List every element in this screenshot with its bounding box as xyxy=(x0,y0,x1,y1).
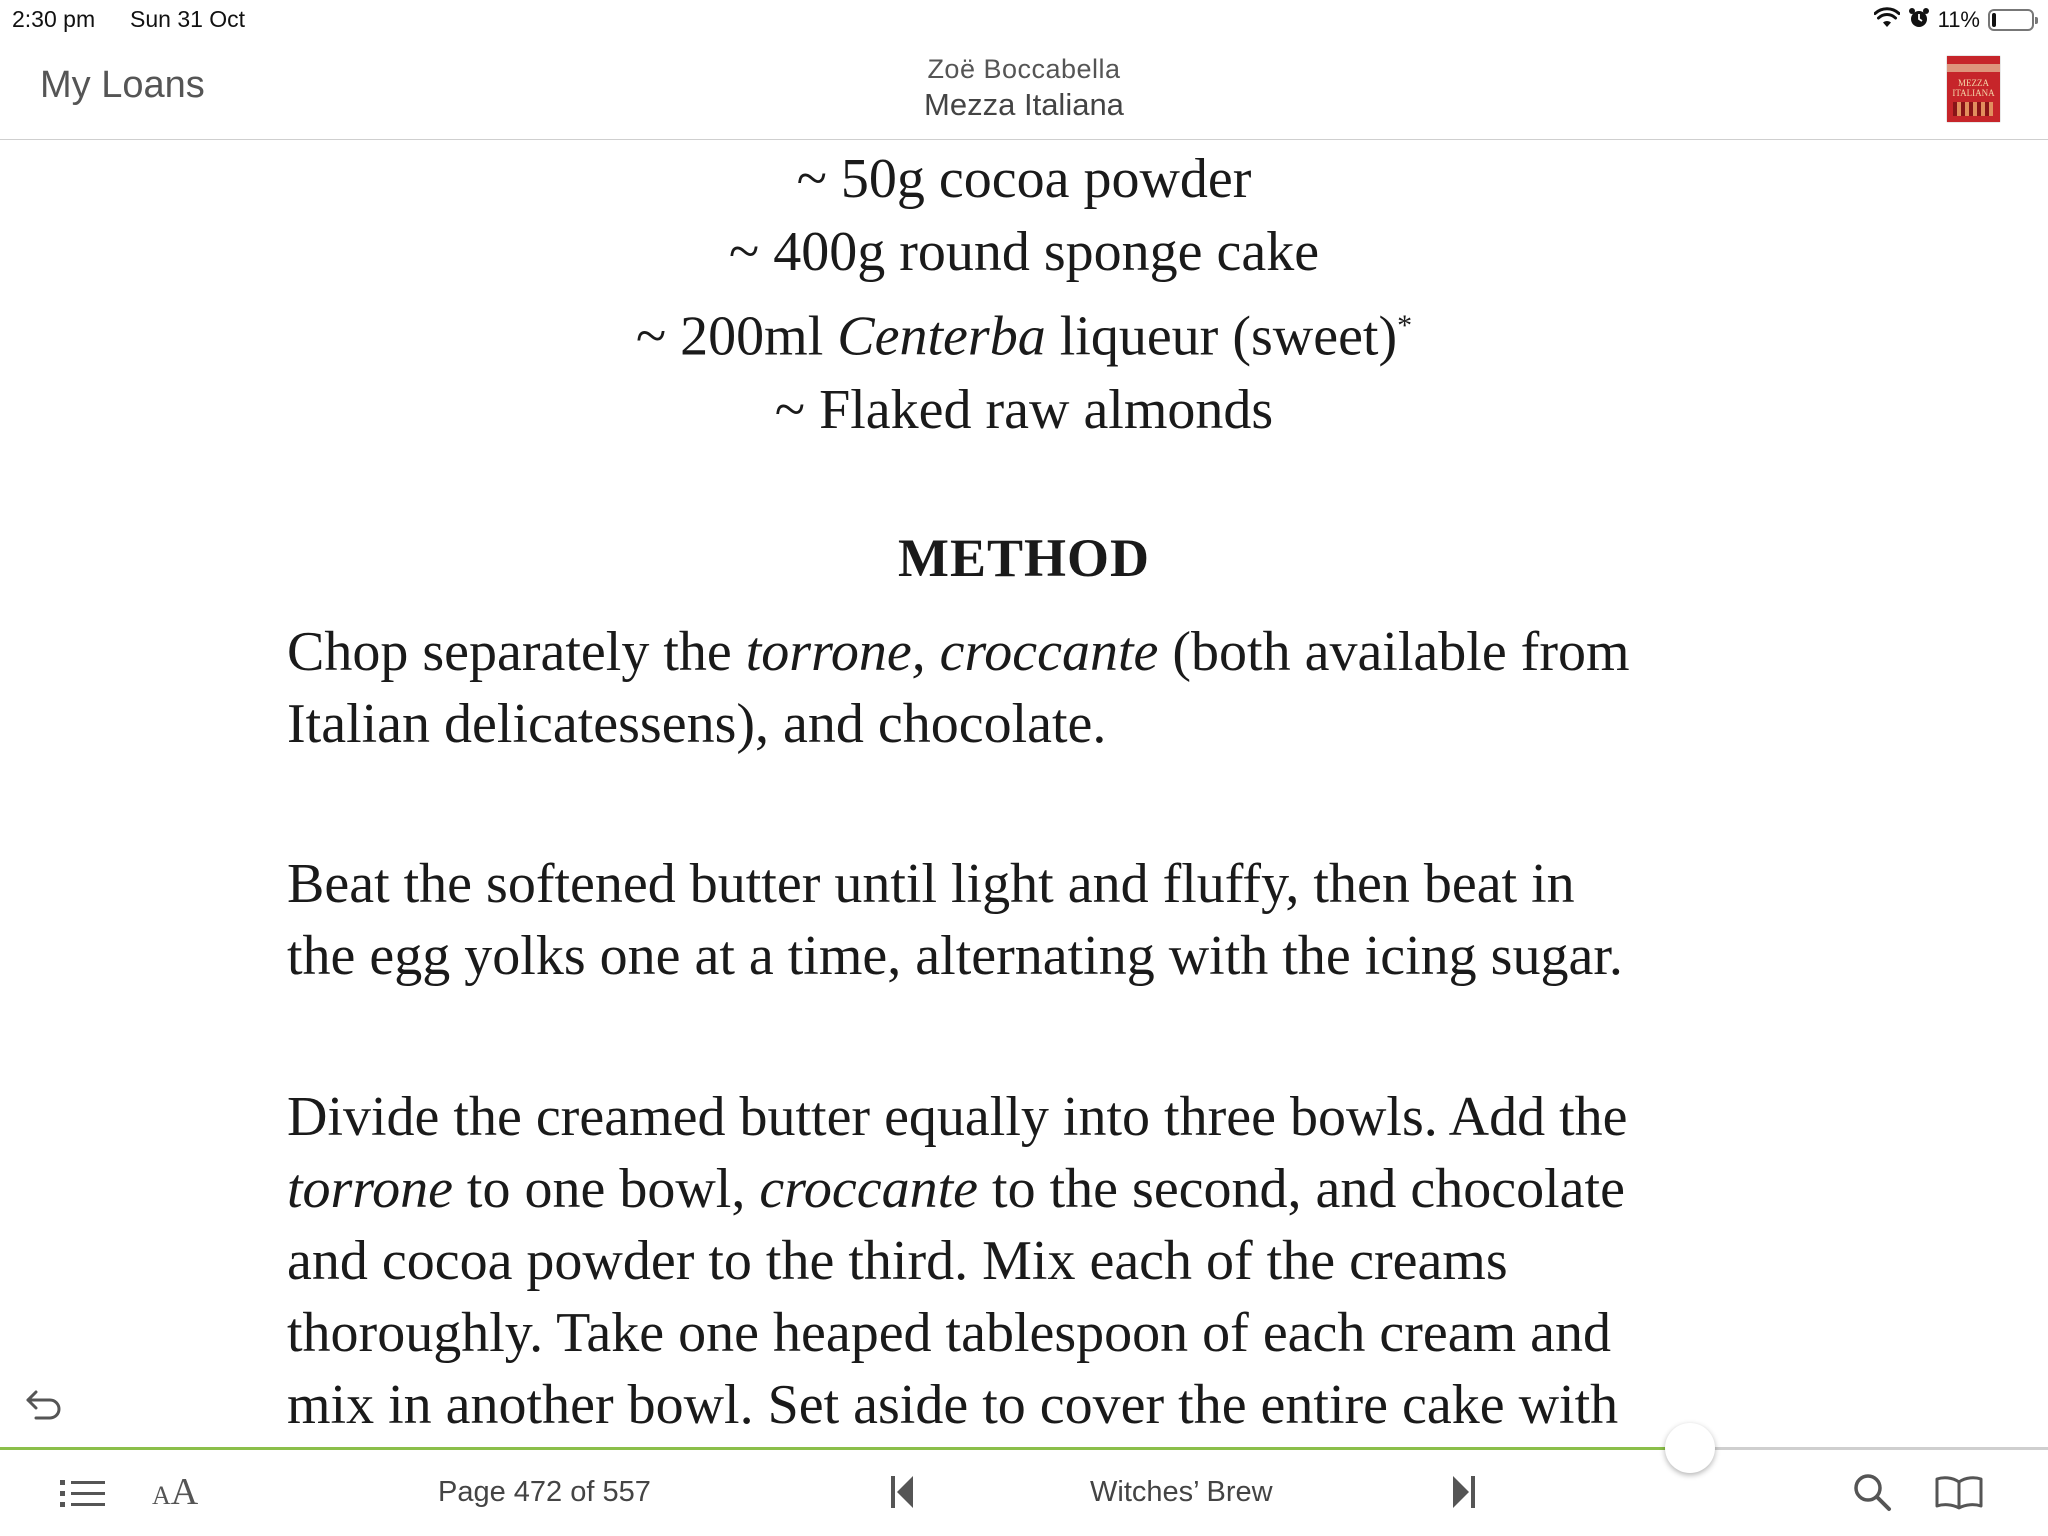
status-right xyxy=(1874,6,2034,34)
italic-run: croccante xyxy=(759,1158,979,1220)
page-indicator: Page 472 of 557 xyxy=(438,1476,651,1508)
paragraph-line: and cocoa powder to the third. Mix each of the creams xyxy=(287,1230,1508,1292)
battery-level xyxy=(1992,13,1996,27)
paragraph-line: Divide the creamed butter equally into three bowls. Add the xyxy=(287,1086,1628,1148)
font-button-big: A xyxy=(170,1471,199,1513)
font-button-small: A xyxy=(152,1481,171,1510)
book-author: Zoë Boccabella xyxy=(927,54,1121,84)
status-bar xyxy=(0,0,2048,40)
book-meta xyxy=(0,54,2048,123)
ingredient-text: ~ 200ml xyxy=(635,305,838,368)
ingredient-item: ~ 400g round sponge cake xyxy=(728,221,1320,283)
ingredient-item: ~ 50g cocoa powder xyxy=(796,148,1252,210)
text-run: (both available from xyxy=(1158,621,1630,683)
paragraph-line: Italian delicatessens), and chocolate. xyxy=(287,693,1107,755)
ingredient-text: liqueur (sweet) xyxy=(1045,305,1398,368)
ingredient-list xyxy=(0,143,2048,447)
paragraph-line xyxy=(287,616,1867,688)
italic-run: torrone, croccante xyxy=(745,621,1159,683)
battery-percent: 11% xyxy=(1937,7,1980,32)
method-paragraph xyxy=(287,848,1867,992)
paragraph-line: the egg yolks one at a time, alternating with the icing sugar. xyxy=(287,925,1623,987)
method-paragraph xyxy=(287,1081,1867,1441)
alarm-icon xyxy=(1908,7,1930,34)
chapter-title: Witches’ Brew xyxy=(1090,1476,1273,1508)
method-heading: METHOD xyxy=(897,527,1150,588)
method-paragraph xyxy=(287,616,1867,760)
book-cover-thumbnail[interactable] xyxy=(1947,56,2000,122)
bottom-toolbar xyxy=(0,1450,2048,1536)
status-date: Sun 31 Oct xyxy=(130,6,246,32)
text-run: to the second, and chocolate xyxy=(978,1158,1625,1220)
ingredient-italic: Centerba xyxy=(837,305,1046,368)
ingredient-item xyxy=(0,289,2048,374)
font-size-icon[interactable] xyxy=(152,1470,198,1514)
undo-icon[interactable] xyxy=(22,1382,66,1426)
text-run: Chop separately the xyxy=(287,621,746,683)
cover-pattern xyxy=(1953,102,1993,116)
my-loans-button[interactable]: My Loans xyxy=(40,64,205,106)
status-time: 2:30 pm xyxy=(12,6,96,32)
book-page[interactable] xyxy=(0,140,2048,1448)
ingredient-item: ~ Flaked raw almonds xyxy=(774,378,1274,441)
cover-title: MEZZA ITALIANA xyxy=(1952,78,1995,98)
paragraph-line: mix in another bowl. Set aside to cover the entire cake with xyxy=(287,1374,1619,1436)
wifi-icon xyxy=(1874,7,1900,34)
bookmarks-icon[interactable] xyxy=(1934,1474,1984,1515)
book-title: Mezza Italiana xyxy=(924,87,1124,122)
battery-icon xyxy=(1988,9,2034,31)
previous-chapter-icon[interactable] xyxy=(888,1472,916,1517)
italic-run: torrone xyxy=(287,1158,453,1220)
table-of-contents-icon[interactable] xyxy=(58,1476,108,1517)
paragraph-line: thoroughly. Take one heaped tablespoon of each cream and xyxy=(287,1302,1612,1364)
paragraph-line xyxy=(287,1153,1867,1225)
footnote-link[interactable]: * xyxy=(1397,309,1413,342)
next-chapter-icon[interactable] xyxy=(1450,1472,1478,1517)
cover-band xyxy=(1947,64,2000,72)
paragraph-line: Beat the softened butter until light and fluffy, then beat in xyxy=(287,853,1575,915)
search-icon[interactable] xyxy=(1852,1472,1892,1517)
reader-header xyxy=(0,40,2048,140)
text-run: to one bowl, xyxy=(452,1158,760,1220)
